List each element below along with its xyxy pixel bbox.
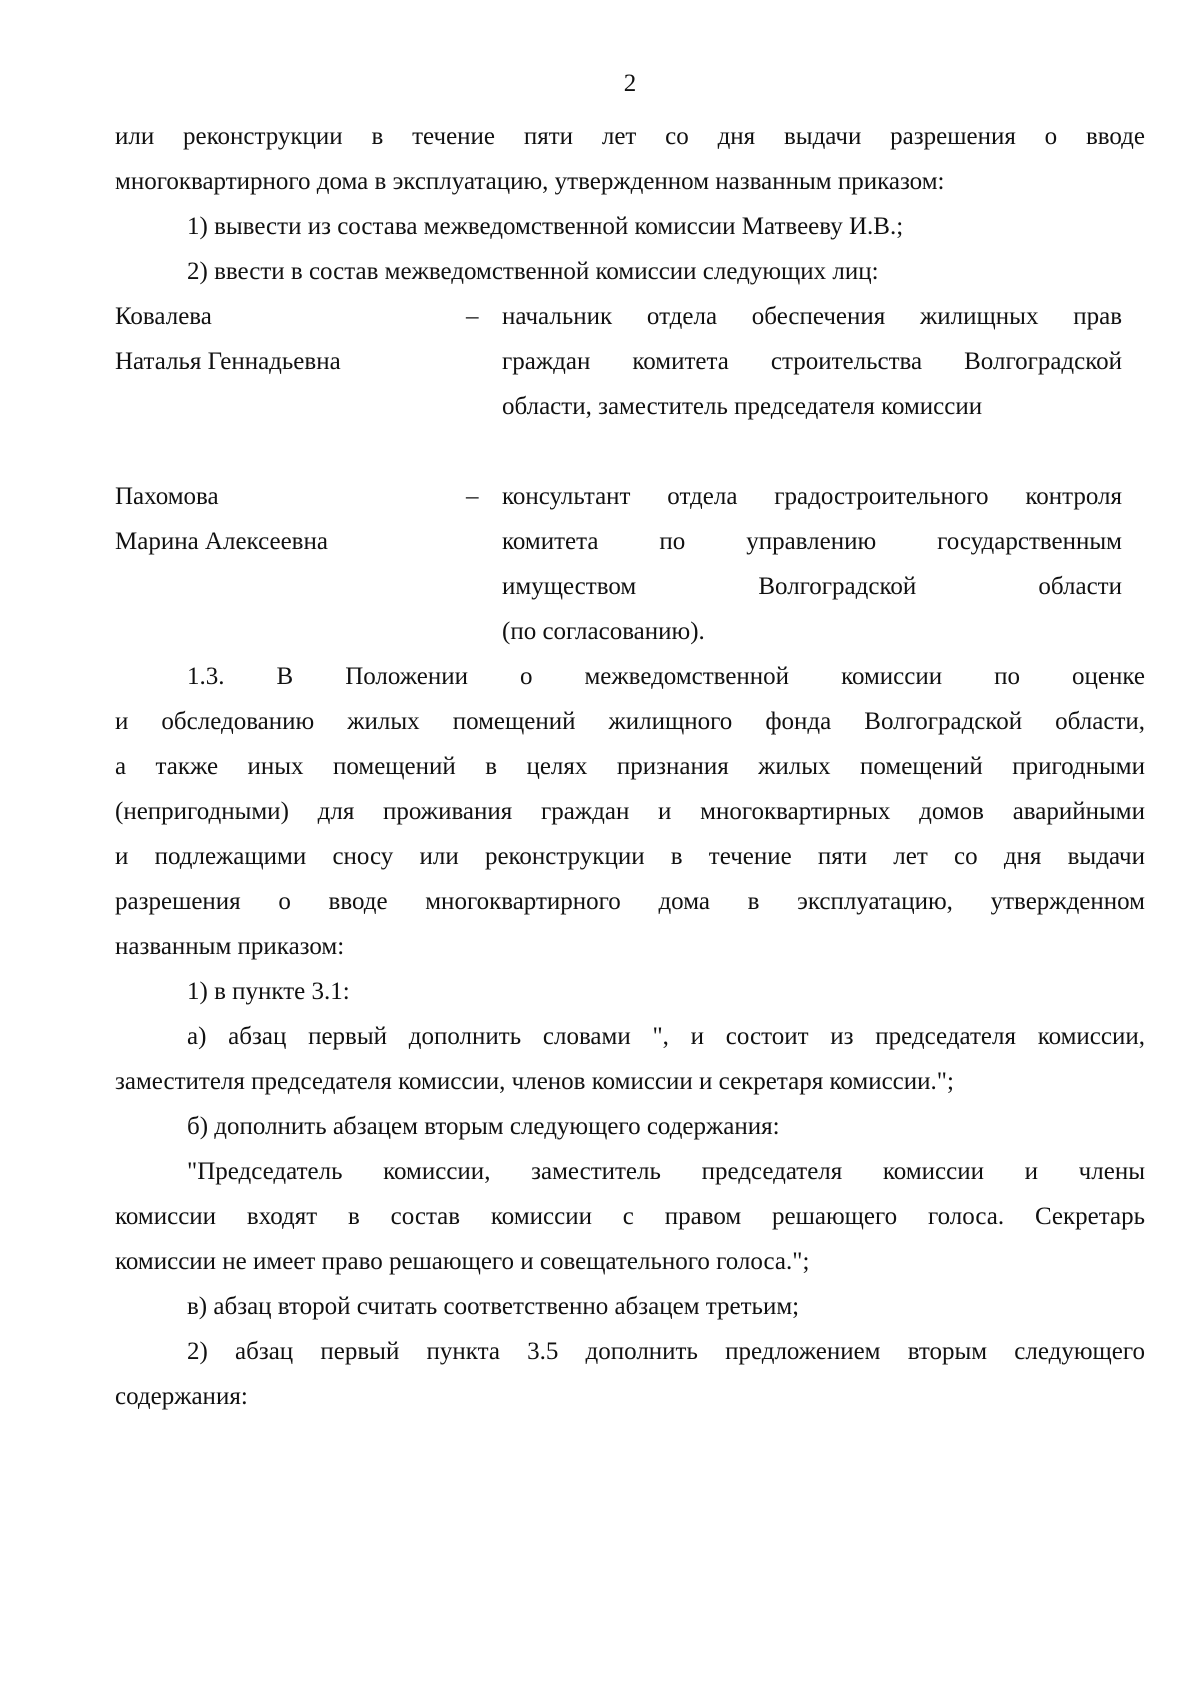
member-description-line: имуществом Волгоградской области — [502, 573, 1122, 600]
member-given-names: Наталья Геннадьевна — [115, 348, 341, 375]
member-given-names: Марина Алексеевна — [115, 528, 328, 555]
member-description-line: консультант отдела градостроительного контроля — [502, 483, 1122, 510]
quote-line: комиссии не имеет право решающего и совещательного голоса."; — [115, 1248, 810, 1275]
text-line: многоквартирного дома в эксплуатацию, утвержденном названным приказом: — [115, 168, 945, 195]
member-surname: Ковалева — [115, 303, 212, 330]
member-description-line: (по согласованию). — [502, 618, 705, 645]
text-line: названным приказом: — [115, 933, 345, 960]
member-description-line: граждан комитета строительства Волгоградской — [502, 348, 1122, 375]
quote-line: комиссии входят в состав комиссии с правом решающего голоса. Секретарь — [115, 1203, 1145, 1230]
list-item: 1) в пункте 3.1: — [187, 978, 350, 1005]
list-item: а) абзац первый дополнить словами ", и состоит из председателя комиссии, — [187, 1023, 1145, 1050]
list-item: в) абзац второй считать соответственно абзацем третьим; — [187, 1293, 800, 1320]
member-surname: Пахомова — [115, 483, 219, 510]
page-number: 2 — [623, 70, 637, 97]
member-description-line: области, заместитель председателя комиссии — [502, 393, 983, 420]
member-description-line: начальник отдела обеспечения жилищных прав — [502, 303, 1122, 330]
member-dash: – — [466, 483, 479, 510]
text-line: и подлежащими сносу или реконструкции в течение пяти лет со дня выдачи — [115, 843, 1145, 870]
section-heading-line: 1.3. В Положении о межведомственной комиссии по оценке — [187, 663, 1145, 690]
list-item: б) дополнить абзацем вторым следующего содержания: — [187, 1113, 780, 1140]
quote-line: "Председатель комиссии, заместитель председателя комиссии и члены — [187, 1158, 1145, 1185]
text-line: и обследованию жилых помещений жилищного фонда Волгоградской области, — [115, 708, 1145, 735]
list-item: 2) ввести в состав межведомственной комиссии следующих лиц: — [187, 258, 879, 285]
text-line: а также иных помещений в целях признания жилых помещений пригодными — [115, 753, 1145, 780]
member-dash: – — [466, 303, 479, 330]
list-item: 1) вывести из состава межведомственной комиссии Матвееву И.В.; — [187, 213, 904, 240]
text-line: или реконструкции в течение пяти лет со дня выдачи разрешения о вводе — [115, 123, 1145, 150]
text-line: разрешения о вводе многоквартирного дома в эксплуатацию, утвержденном — [115, 888, 1145, 915]
text-line: (непригодными) для проживания граждан и многоквартирных домов аварийными — [115, 798, 1145, 825]
text-line: содержания: — [115, 1383, 248, 1410]
member-description-line: комитета по управлению государственным — [502, 528, 1122, 555]
list-item: 2) абзац первый пункта 3.5 дополнить предложением вторым следующего — [187, 1338, 1145, 1365]
text-line: заместителя председателя комиссии, членов комиссии и секретаря комиссии."; — [115, 1068, 954, 1095]
